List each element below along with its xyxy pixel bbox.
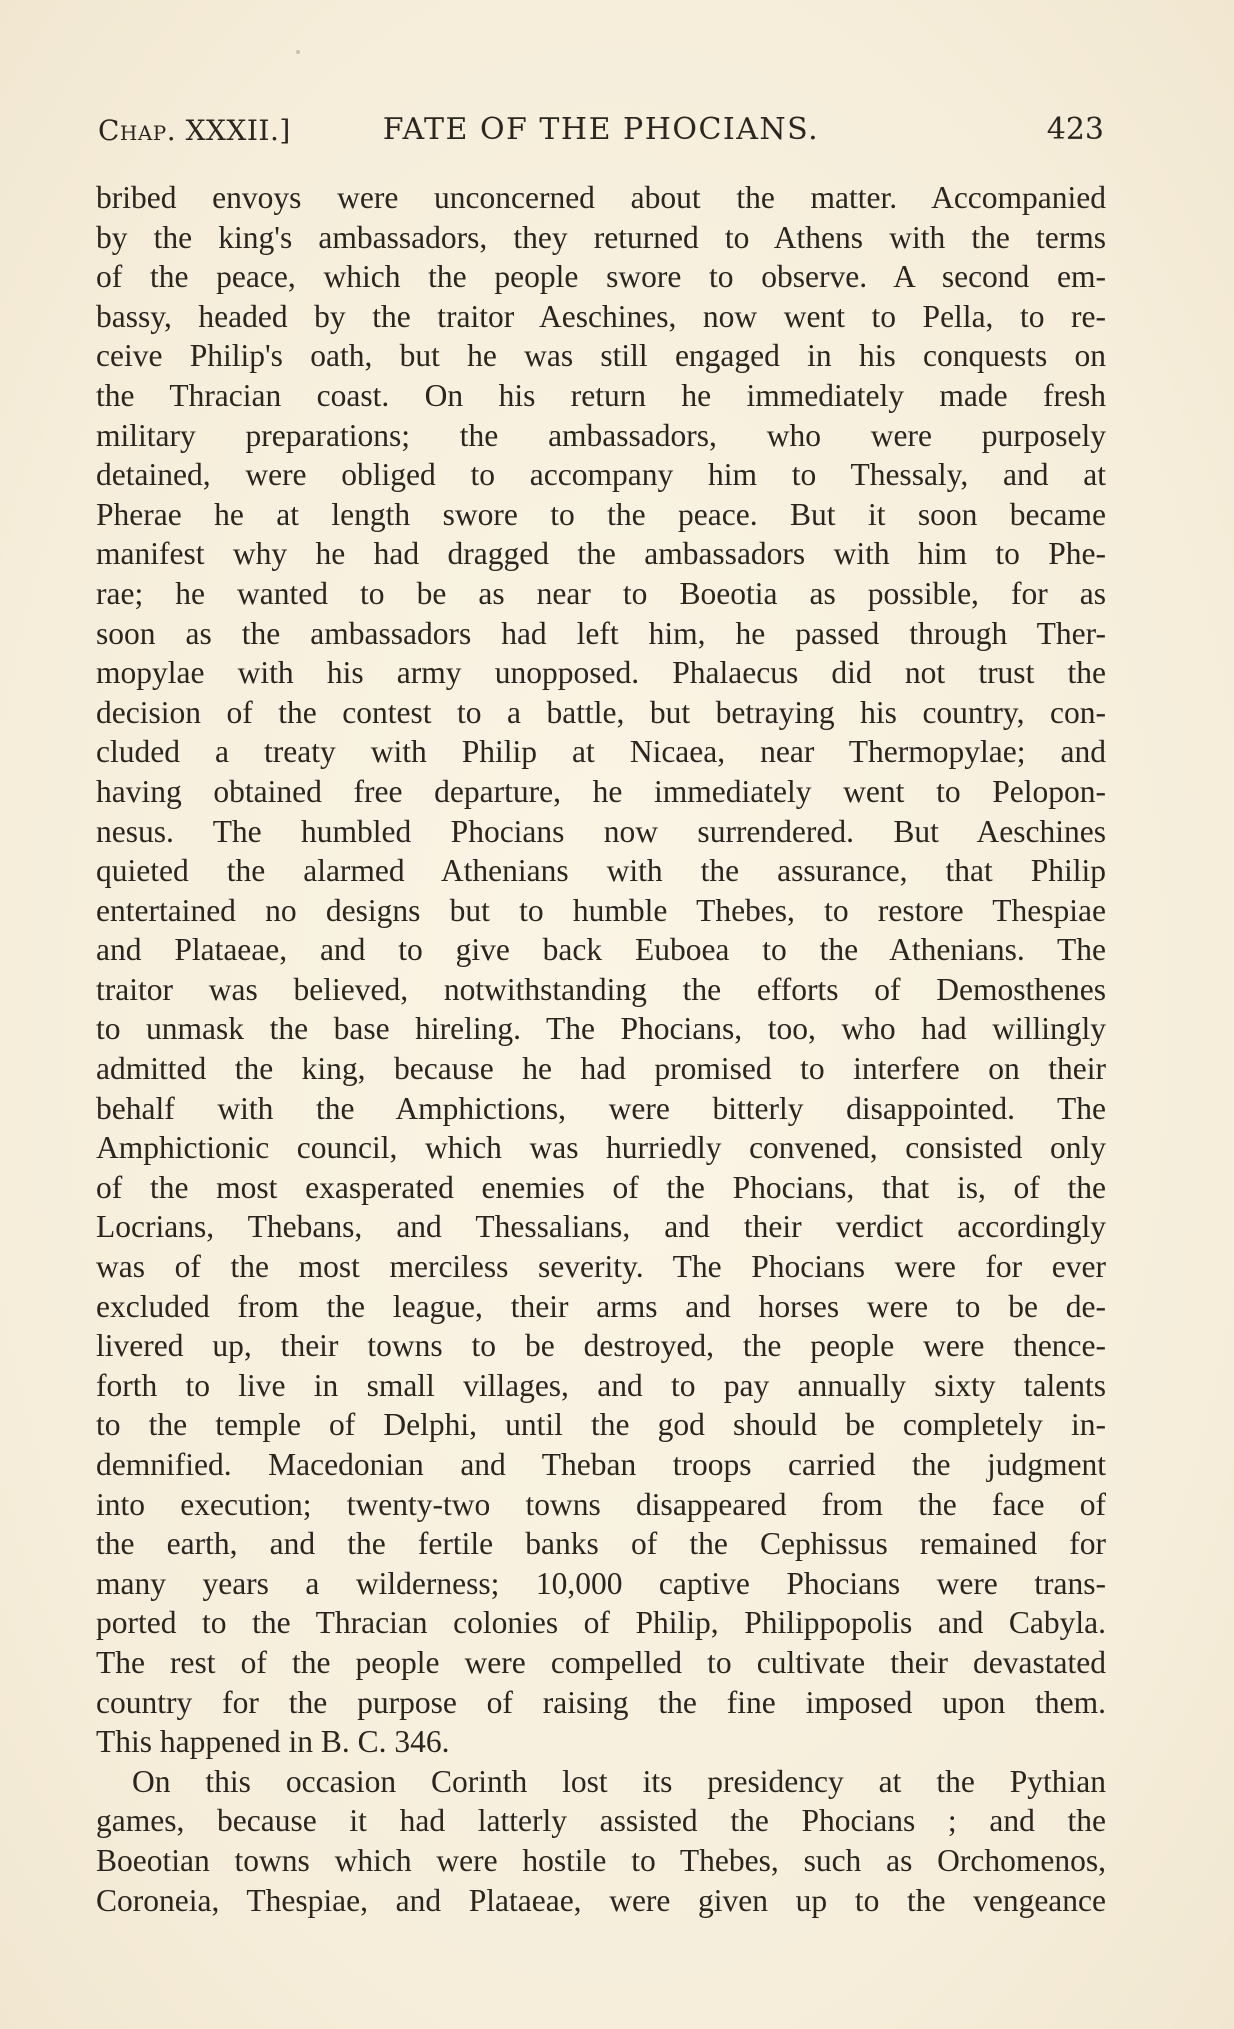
paper-speck [296,50,300,54]
text-line: nesus. The humbled Phocians now surrendered. But Aeschines [96,813,1106,849]
text-line: ceive Philip's oath, but he was still engaged in his conquests on [96,338,1106,374]
text-line: of the most exasperated enemies of the Phocians, that is, of the [96,1169,1106,1205]
chapter-reference: Chap. XXXII.] [98,114,291,147]
text-line: and Plataeae, and to give back Euboea to the Athenians. The [96,932,1106,968]
page-number: 423 [1046,112,1104,147]
text-line: excluded from the league, their arms and horses were to be de- [96,1288,1106,1324]
text-line: the Thracian coast. On his return he immediately made fresh [96,377,1106,413]
text-line: into execution; twenty-two towns disappeared from the face of [96,1486,1106,1522]
text-line: detained, were obliged to accompany him to Thessaly, and at [96,457,1106,493]
text-line: the earth, and the fertile banks of the Cephissus remained for [96,1526,1106,1562]
text-line: quieted the alarmed Athenians with the assurance, that Philip [96,853,1106,889]
text-line: to unmask the base hireling. The Phocians, too, who had willingly [96,1011,1106,1047]
text-line: Coroneia, Thespiae, and Plataeae, were given up to the vengeance [96,1882,1106,1918]
text-line: games, because it had latterly assisted the Phocians ; and the [96,1803,1106,1839]
text-line: manifest why he had dragged the ambassadors with him to Phe- [96,536,1106,572]
text-line: Amphictionic council, which was hurriedly convened, consisted only [96,1130,1106,1166]
text-line-paragraph-end: This happened in B. C. 346. [96,1724,450,1760]
text-line: The rest of the people were compelled to cultivate their devastated [96,1644,1106,1680]
text-line-paragraph-start: On this occasion Corinth lost its presidency at the Pythian [132,1763,1106,1799]
text-line: many years a wilderness; 10,000 captive Phocians were trans- [96,1565,1106,1601]
text-line: having obtained free departure, he immediately went to Pelopon- [96,773,1106,809]
text-line: rae; he wanted to be as near to Boeotia as possible, for as [96,575,1106,611]
text-line: by the king's ambassadors, they returned to Athens with the terms [96,219,1106,255]
text-line: of the peace, which the people swore to observe. A second em- [96,259,1106,295]
text-line: decision of the contest to a battle, but betraying his country, con- [96,694,1106,730]
text-line: mopylae with his army unopposed. Phalaecus did not trust the [96,655,1106,691]
text-line: bassy, headed by the traitor Aeschines, now went to Pella, to re- [96,298,1106,334]
text-line: ported to the Thracian colonies of Philip, Philippopolis and Cabyla. [96,1605,1106,1641]
text-line: military preparations; the ambassadors, who were purposely [96,417,1106,453]
text-line: Boeotian towns which were hostile to Thebes, such as Orchomenos, [96,1842,1106,1878]
text-line: behalf with the Amphictions, were bitterly disappointed. The [96,1090,1106,1126]
text-line: Pherae he at length swore to the peace. But it soon became [96,496,1106,532]
text-line: admitted the king, because he had promised to interfere on their [96,1051,1106,1087]
text-line: traitor was believed, notwithstanding the efforts of Demosthenes [96,971,1106,1007]
text-line: livered up, their towns to be destroyed, the people were thence- [96,1328,1106,1364]
text-line: entertained no designs but to humble Thebes, to restore Thespiae [96,892,1106,928]
running-header [98,108,1104,158]
text-line: to the temple of Delphi, until the god should be completely in- [96,1407,1106,1443]
running-title: FATE OF THE PHOCIANS. [382,112,820,147]
text-line: bribed envoys were unconcerned about the matter. Accompanied [96,180,1106,215]
text-line: cluded a treaty with Philip at Nicaea, near Thermopylae; and [96,734,1106,770]
body-text [96,178,1106,1920]
text-line: demnified. Macedonian and Theban troops carried the judgment [96,1447,1106,1482]
text-line: country for the purpose of raising the fine imposed upon them. [96,1684,1106,1720]
text-line: soon as the ambassadors had left him, he passed through Ther- [96,615,1106,651]
text-line: was of the most merciless severity. The Phocians were for ever [96,1249,1106,1285]
text-line: Locrians, Thebans, and Thessalians, and their verdict accordingly [96,1209,1106,1245]
text-line: forth to live in small villages, and to pay annually sixty talents [96,1367,1106,1403]
